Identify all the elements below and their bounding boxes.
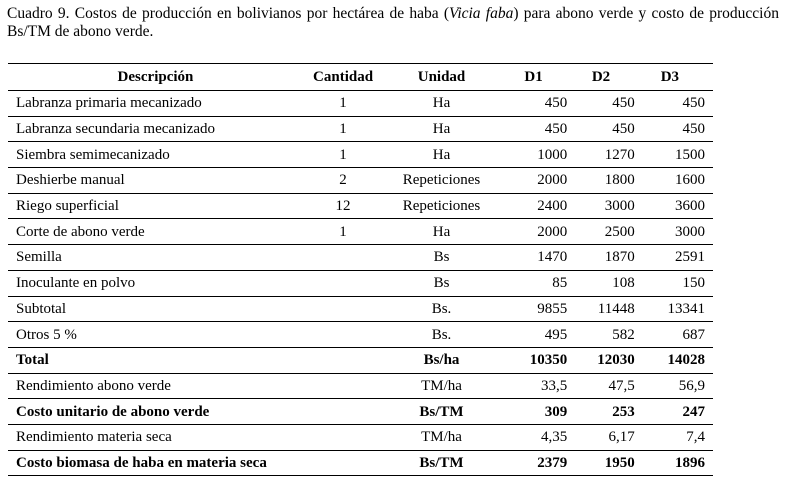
cell-d3: 14028: [635, 347, 713, 373]
caption-prefix: Cuadro 9. Costos de producción en bolivianos por hectárea de haba (: [7, 5, 449, 22]
cell-d1: 2379: [500, 450, 567, 476]
table-row: [8, 322, 713, 348]
table-row: [8, 347, 713, 373]
header-unidad: Unidad: [383, 64, 500, 91]
cell-cantidad: [303, 270, 383, 296]
cell-unidad: TM/ha: [383, 424, 500, 450]
table-row: [8, 168, 713, 194]
cell-cantidad: 1: [303, 219, 383, 245]
header-d1: D1: [500, 64, 567, 91]
cell-d2: 3000: [567, 193, 634, 219]
cell-descripcion: Costo biomasa de haba en materia seca: [8, 450, 303, 476]
cell-unidad: Ha: [383, 219, 500, 245]
cell-descripcion: Subtotal: [8, 296, 303, 322]
table-caption: [7, 5, 779, 41]
cell-descripcion: Costo unitario de abono verde: [8, 399, 303, 425]
table-row: [8, 399, 713, 425]
table-row: [8, 142, 713, 168]
cell-d3: 687: [635, 322, 713, 348]
header-descripcion: Descripción: [8, 64, 303, 91]
cell-d3: 2591: [635, 245, 713, 271]
cell-descripcion: Siembra semimecanizado: [8, 142, 303, 168]
cell-cantidad: [303, 245, 383, 271]
cell-unidad: Ha: [383, 142, 500, 168]
table-row: [8, 296, 713, 322]
cell-d1: 450: [500, 91, 567, 117]
cell-d1: 4,35: [500, 424, 567, 450]
cell-d1: 1000: [500, 142, 567, 168]
caption-species: Vicia faba: [449, 5, 514, 22]
cell-unidad: Repeticiones: [383, 193, 500, 219]
cell-descripcion: Riego superficial: [8, 193, 303, 219]
cell-d1: 2000: [500, 168, 567, 194]
cell-d1: 309: [500, 399, 567, 425]
cell-d3: 247: [635, 399, 713, 425]
cell-d2: 12030: [567, 347, 634, 373]
cell-cantidad: 1: [303, 142, 383, 168]
cell-descripcion: Semilla: [8, 245, 303, 271]
header-d3: D3: [635, 64, 713, 91]
cell-cantidad: [303, 347, 383, 373]
cell-d2: 1800: [567, 168, 634, 194]
cell-unidad: Bs/TM: [383, 399, 500, 425]
table-row: [8, 245, 713, 271]
cell-d1: 85: [500, 270, 567, 296]
cell-descripcion: Inoculante en polvo: [8, 270, 303, 296]
table-row: [8, 424, 713, 450]
cell-cantidad: [303, 424, 383, 450]
cell-unidad: Bs: [383, 270, 500, 296]
cell-d3: 1500: [635, 142, 713, 168]
cell-cantidad: 2: [303, 168, 383, 194]
table-row: [8, 193, 713, 219]
cell-d3: 450: [635, 116, 713, 142]
cell-cantidad: 1: [303, 116, 383, 142]
cell-d3: 1600: [635, 168, 713, 194]
cell-descripcion: Total: [8, 347, 303, 373]
cell-d3: 1896: [635, 450, 713, 476]
cell-d2: 450: [567, 91, 634, 117]
cell-d2: 1270: [567, 142, 634, 168]
cell-d1: 2400: [500, 193, 567, 219]
cell-d1: 9855: [500, 296, 567, 322]
cell-descripcion: Otros 5 %: [8, 322, 303, 348]
cell-d2: 11448: [567, 296, 634, 322]
table-row: [8, 270, 713, 296]
cell-unidad: Ha: [383, 91, 500, 117]
caption-suffix: ) para abono verde y costo de producción Bs/TM de abono verde.: [7, 5, 779, 40]
cell-d3: 13341: [635, 296, 713, 322]
table-row: [8, 91, 713, 117]
cell-descripcion: Rendimiento abono verde: [8, 373, 303, 399]
cell-descripcion: Corte de abono verde: [8, 219, 303, 245]
cell-cantidad: [303, 322, 383, 348]
cell-d2: 1950: [567, 450, 634, 476]
table-body: [8, 91, 713, 476]
table-row: [8, 373, 713, 399]
cell-d2: 450: [567, 116, 634, 142]
cell-d3: 3600: [635, 193, 713, 219]
cell-d3: 3000: [635, 219, 713, 245]
header-cantidad: Cantidad: [303, 64, 383, 91]
cell-descripcion: Labranza primaria mecanizado: [8, 91, 303, 117]
table-header-row: [8, 64, 713, 91]
cell-unidad: Bs.: [383, 296, 500, 322]
cell-unidad: Bs: [383, 245, 500, 271]
table-row: [8, 219, 713, 245]
header-d2: D2: [567, 64, 634, 91]
cell-d3: 450: [635, 91, 713, 117]
table-row: [8, 450, 713, 476]
cell-d3: 56,9: [635, 373, 713, 399]
cell-d3: 7,4: [635, 424, 713, 450]
cell-d2: 2500: [567, 219, 634, 245]
cell-cantidad: 12: [303, 193, 383, 219]
cell-descripcion: Rendimiento materia seca: [8, 424, 303, 450]
cell-d2: 582: [567, 322, 634, 348]
cost-table: [8, 63, 713, 476]
cell-unidad: Ha: [383, 116, 500, 142]
table-row: [8, 116, 713, 142]
cell-d1: 2000: [500, 219, 567, 245]
cell-d1: 1470: [500, 245, 567, 271]
cell-cantidad: [303, 296, 383, 322]
cell-cantidad: [303, 450, 383, 476]
cell-unidad: Bs/ha: [383, 347, 500, 373]
cell-cantidad: [303, 399, 383, 425]
cell-unidad: TM/ha: [383, 373, 500, 399]
cell-unidad: Repeticiones: [383, 168, 500, 194]
cell-d2: 47,5: [567, 373, 634, 399]
cell-cantidad: [303, 373, 383, 399]
cell-d2: 6,17: [567, 424, 634, 450]
cell-d2: 1870: [567, 245, 634, 271]
cell-d1: 495: [500, 322, 567, 348]
cell-d3: 150: [635, 270, 713, 296]
cell-cantidad: 1: [303, 91, 383, 117]
cell-d1: 10350: [500, 347, 567, 373]
cell-unidad: Bs.: [383, 322, 500, 348]
cell-descripcion: Deshierbe manual: [8, 168, 303, 194]
cell-unidad: Bs/TM: [383, 450, 500, 476]
cell-d1: 450: [500, 116, 567, 142]
cell-d2: 253: [567, 399, 634, 425]
cell-descripcion: Labranza secundaria mecanizado: [8, 116, 303, 142]
cell-d1: 33,5: [500, 373, 567, 399]
cell-d2: 108: [567, 270, 634, 296]
